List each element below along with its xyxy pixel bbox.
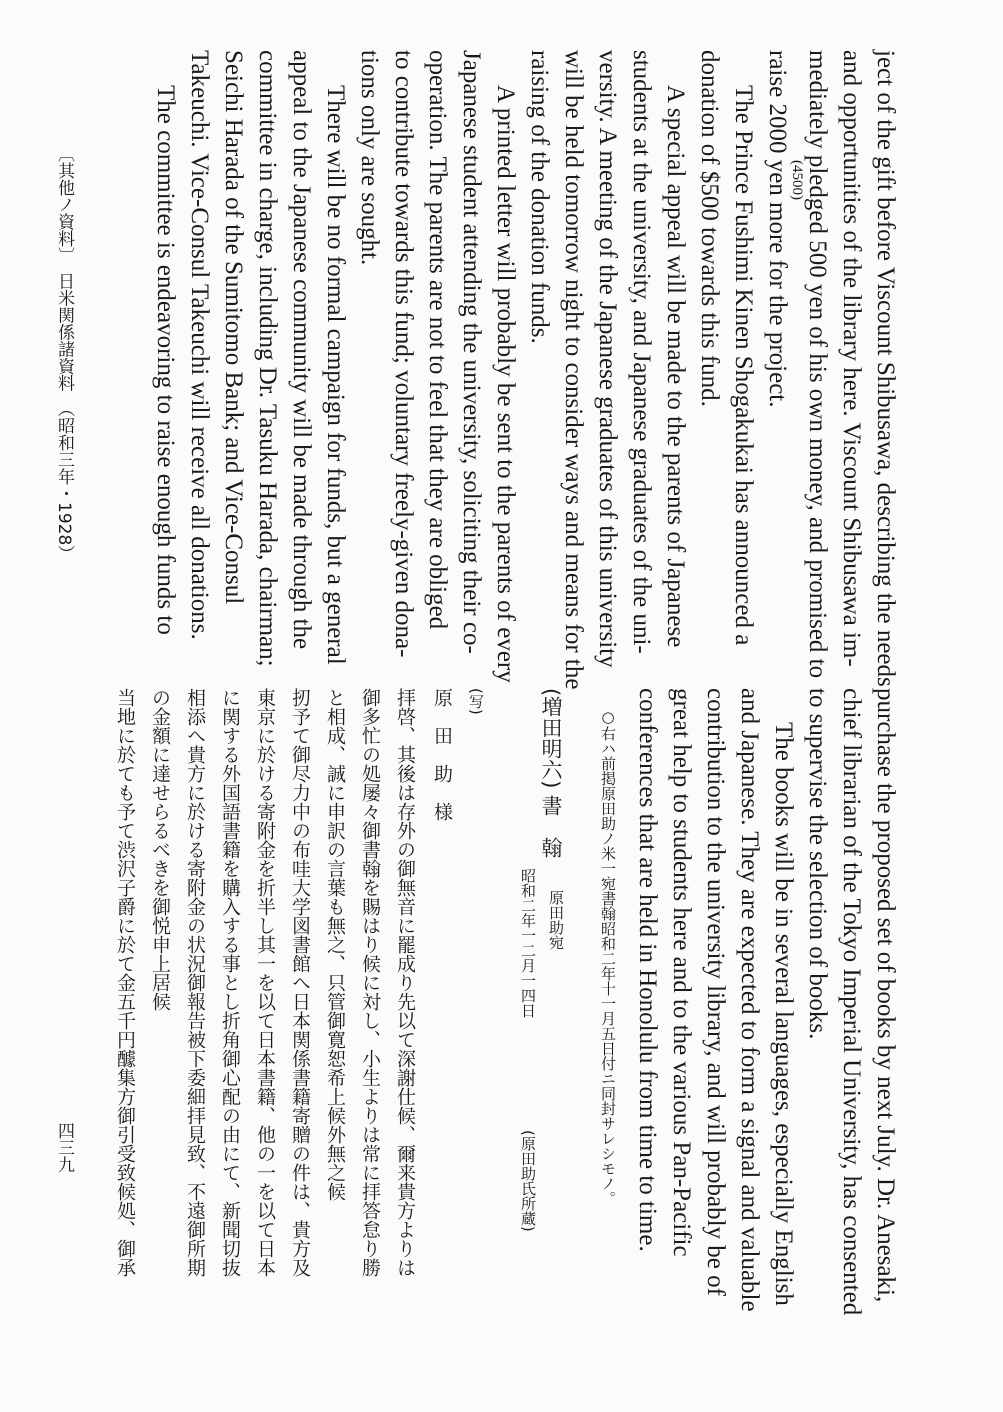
text-line: The Prince Fushimi Kinen Shogakukai has announced a <box>730 85 757 646</box>
page-number: 四三九 <box>54 1122 74 1173</box>
text-line: ject of the gift before Viscount Shibusawa, describing the needs <box>872 50 899 687</box>
text-line: appeal to the Japanese community will be made through the <box>288 50 315 650</box>
text-line: purchase the proposed set of books by next July. Dr. Anesaki, <box>872 688 899 1303</box>
text-line: raising of the donation funds. <box>526 50 553 344</box>
letter-line: 扨予て御尽力中の布哇大学図書館へ日本関係書籍寄贈の件は、貴方及 <box>289 688 311 1277</box>
copy-mark: (写) <box>467 688 485 715</box>
text-line: Takeuchi. Vice-Consul Takeuchi will receive all donations. <box>186 50 213 640</box>
text-line: Japanese student attending the university, soliciting their co- <box>458 50 485 654</box>
letter-line: 当地に於ても予て渋沢子爵に於て金五千円醵集方御引受致候処、御承 <box>114 688 136 1277</box>
text-line: The committee is endeavoring to raise enough funds to <box>152 85 179 635</box>
document-date: 昭和二年一二月一四日 <box>519 868 537 1018</box>
text-line: raise 2000 yen more for the project. <box>764 50 791 408</box>
text-line: tions only are sought. <box>356 50 383 266</box>
text-line: donation of $500 towards this fund. <box>696 50 723 407</box>
text-line: conferences that are held in Honolulu from time to time. <box>634 688 661 1252</box>
text-line: There will be no formal campaign for funds, but a general <box>322 85 349 665</box>
text-line: will be held tomorrow night to consider ways and means for the <box>560 50 587 690</box>
letter-line: に関する外国語書籍を購入する事とし折角御心配の由にて、新聞切抜 <box>219 688 241 1277</box>
text-line: mediately pledged 500 yen of his own money, and promised to <box>804 50 831 679</box>
text-line: operation. The parents are not to feel that they are obliged <box>424 50 451 630</box>
text-line: to supervise the selection of books. <box>804 688 831 1040</box>
text-line: A printed letter will probably be sent to the parents of every <box>492 85 519 683</box>
text-line: committee in charge, including Dr. Tasuku Harada, chairman; <box>254 50 281 667</box>
text-line: chief librarian of the Tokyo Imperial University, has consented <box>838 688 865 1316</box>
letter-line: と相成、誠に申訳の言葉も無之、只管御寛恕希上候外無之候 <box>324 688 346 1201</box>
text-line: versity. A meeting of the Japanese graduates of this university <box>594 50 621 668</box>
text-line: A special appeal will be made to the parents of Japanese <box>662 85 689 648</box>
text-line: The books will be in several languages, especially English <box>770 722 797 1306</box>
letter-line: 拝啓、其後は存外の御無音に罷成り先以て深謝仕候、爾来貴方よりは <box>394 688 416 1277</box>
text-line: students at the university, and Japanese graduates of the uni- <box>628 50 655 654</box>
document-title: (増田明六) 書 翰 <box>539 688 563 859</box>
text-line: Seichi Harada of the Sumitomo Bank; and Vice-Consul <box>220 50 247 605</box>
document-recipient: 原田助宛 <box>547 890 565 950</box>
addressee: 原 田 助 様 <box>431 688 453 821</box>
annotation: (4500) <box>789 160 805 200</box>
editor-note: ○右ハ前掲原田助ノ米一宛書翰昭和二年十一月五日付ニ同封サレシモノ。 <box>599 708 617 1206</box>
document-source: (原田助氏所蔵) <box>519 1130 537 1232</box>
letter-line: 東京に於ける寄附金を折半し其一を以て日本書籍、他の一を以て日本 <box>254 688 276 1277</box>
running-footer: 〔其他ノ資料〕 日米関係諸資料 （昭和三年・1928） <box>54 145 74 563</box>
text-line: contribution to the university library, and will probably be of <box>702 688 729 1296</box>
letter-line: 相添へ貴方に於ける寄附金の状況御報告被下委細拝見致、不遠御所期 <box>184 688 206 1277</box>
text-line: great help to students here and to the various Pan-Pacific <box>668 688 695 1257</box>
letter-line: の金額に達せらるべきを御悦申上居候 <box>149 688 171 1011</box>
text-line: and Japanese. They are expected to form a signal and valuable <box>736 688 763 1312</box>
text-line: to contribute towards this fund; voluntary freely-given dona- <box>390 50 417 658</box>
text-line: and opportunities of the library here. Viscount Shibusawa im- <box>838 50 865 667</box>
letter-line: 御多忙の処屡々御書翰を賜はり候に対し、小生よりは常に拝答怠り勝 <box>359 688 381 1277</box>
